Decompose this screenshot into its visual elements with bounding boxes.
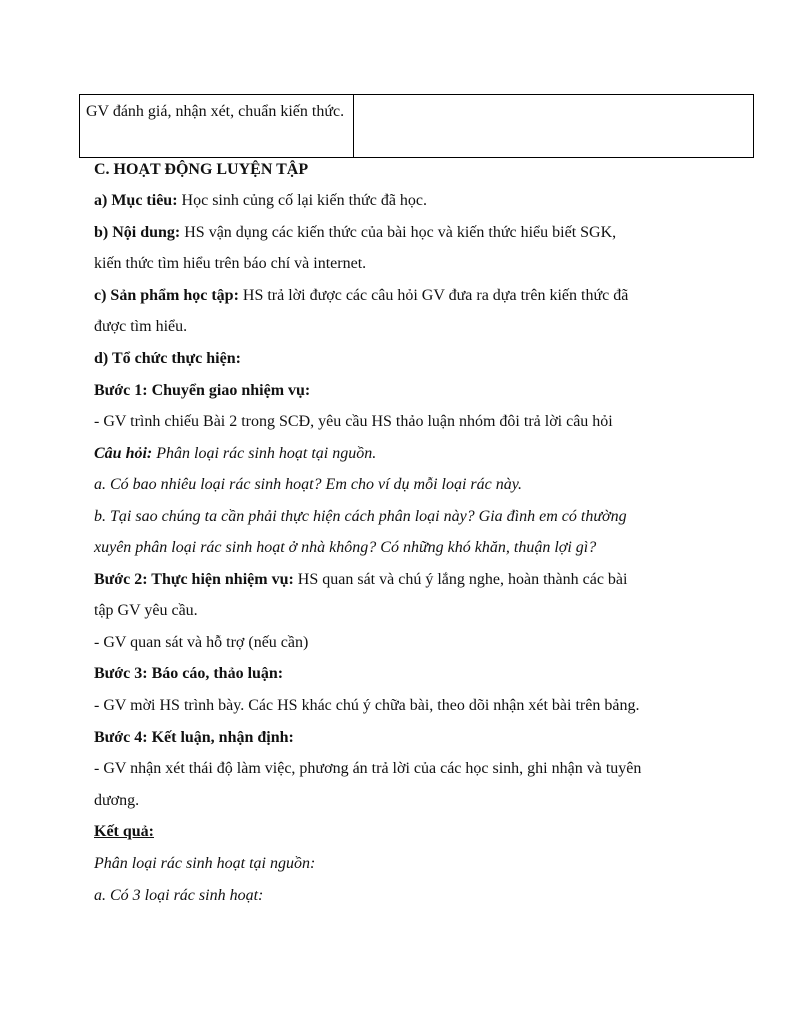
ket-qua-label: Kết quả: — [94, 823, 154, 840]
table-row — [80, 95, 754, 158]
buoc3-text: - GV mời HS trình bày. Các HS khác chú ý chữa bài, theo dõi nhận xét bài trên bảng. — [94, 697, 640, 714]
activity-table — [79, 94, 754, 158]
noi-dung-text: HS vận dụng các kiến thức của bài học và kiến thức hiểu biết SGK, — [180, 224, 617, 241]
san-pham-line — [94, 285, 628, 307]
noi-dung-line — [94, 222, 616, 244]
to-chuc-label: d) Tổ chức thực hiện: — [94, 350, 241, 367]
buoc1-label: Bước 1: Chuyển giao nhiệm vụ: — [94, 382, 311, 399]
question-a: a. Có bao nhiêu loại rác sinh hoạt? Em cho ví dụ mỗi loại rác này. — [94, 476, 522, 493]
buoc4-text: - GV nhận xét thái độ làm việc, phương án trả lời của các học sinh, ghi nhận và tuyên — [94, 760, 642, 777]
muc-tieu-line — [94, 190, 427, 212]
table-cell-right — [354, 95, 754, 158]
muc-tieu-label: a) Mục tiêu: — [94, 192, 178, 209]
san-pham-text-cont: được tìm hiểu. — [94, 318, 188, 335]
table-cell-left: GV đánh giá, nhận xét, chuẩn kiến thức. — [80, 95, 354, 158]
buoc2-line — [94, 569, 627, 591]
buoc2-label: Bước 2: Thực hiện nhiệm vụ: — [94, 571, 294, 588]
buoc1-text: - GV trình chiếu Bài 2 trong SCĐ, yêu cầu HS thảo luận nhóm đôi trả lời câu hỏi — [94, 413, 613, 430]
buoc2-support: - GV quan sát và hỗ trợ (nếu cần) — [94, 634, 309, 651]
buoc2-text: HS quan sát và chú ý lắng nghe, hoàn thành các bài — [293, 571, 628, 588]
question-b: b. Tại sao chúng ta cần phải thực hiện cách phân loại này? Gia đình em có thường — [94, 508, 627, 525]
buoc4-label: Bước 4: Kết luận, nhận định: — [94, 729, 294, 746]
question-line — [94, 443, 376, 465]
buoc2-text-cont: tập GV yêu cầu. — [94, 602, 198, 619]
noi-dung-label: b) Nội dung: — [94, 224, 181, 241]
ket-qua-line1: Phân loại rác sinh hoạt tại nguồn: — [94, 855, 316, 872]
section-title: C. HOẠT ĐỘNG LUYỆN TẬP — [94, 161, 309, 178]
buoc3-label: Bước 3: Báo cáo, thảo luận: — [94, 665, 284, 682]
ket-qua-line2: a. Có 3 loại rác sinh hoạt: — [94, 887, 264, 904]
noi-dung-text-cont: kiến thức tìm hiểu trên báo chí và internet. — [94, 255, 367, 272]
san-pham-label: c) Sản phẩm học tập: — [94, 287, 239, 304]
question-text: Phân loại rác sinh hoạt tại nguồn. — [152, 445, 377, 462]
question-b-cont: xuyên phân loại rác sinh hoạt ở nhà không? Có những khó khăn, thuận lợi gì? — [94, 539, 597, 556]
muc-tieu-text: Học sinh củng cố lại kiến thức đã học. — [177, 192, 428, 209]
san-pham-text: HS trả lời được các câu hỏi GV đưa ra dựa trên kiến thức đã — [238, 287, 629, 304]
question-label: Câu hỏi: — [94, 445, 153, 462]
buoc4-text-cont: dương. — [94, 792, 140, 809]
